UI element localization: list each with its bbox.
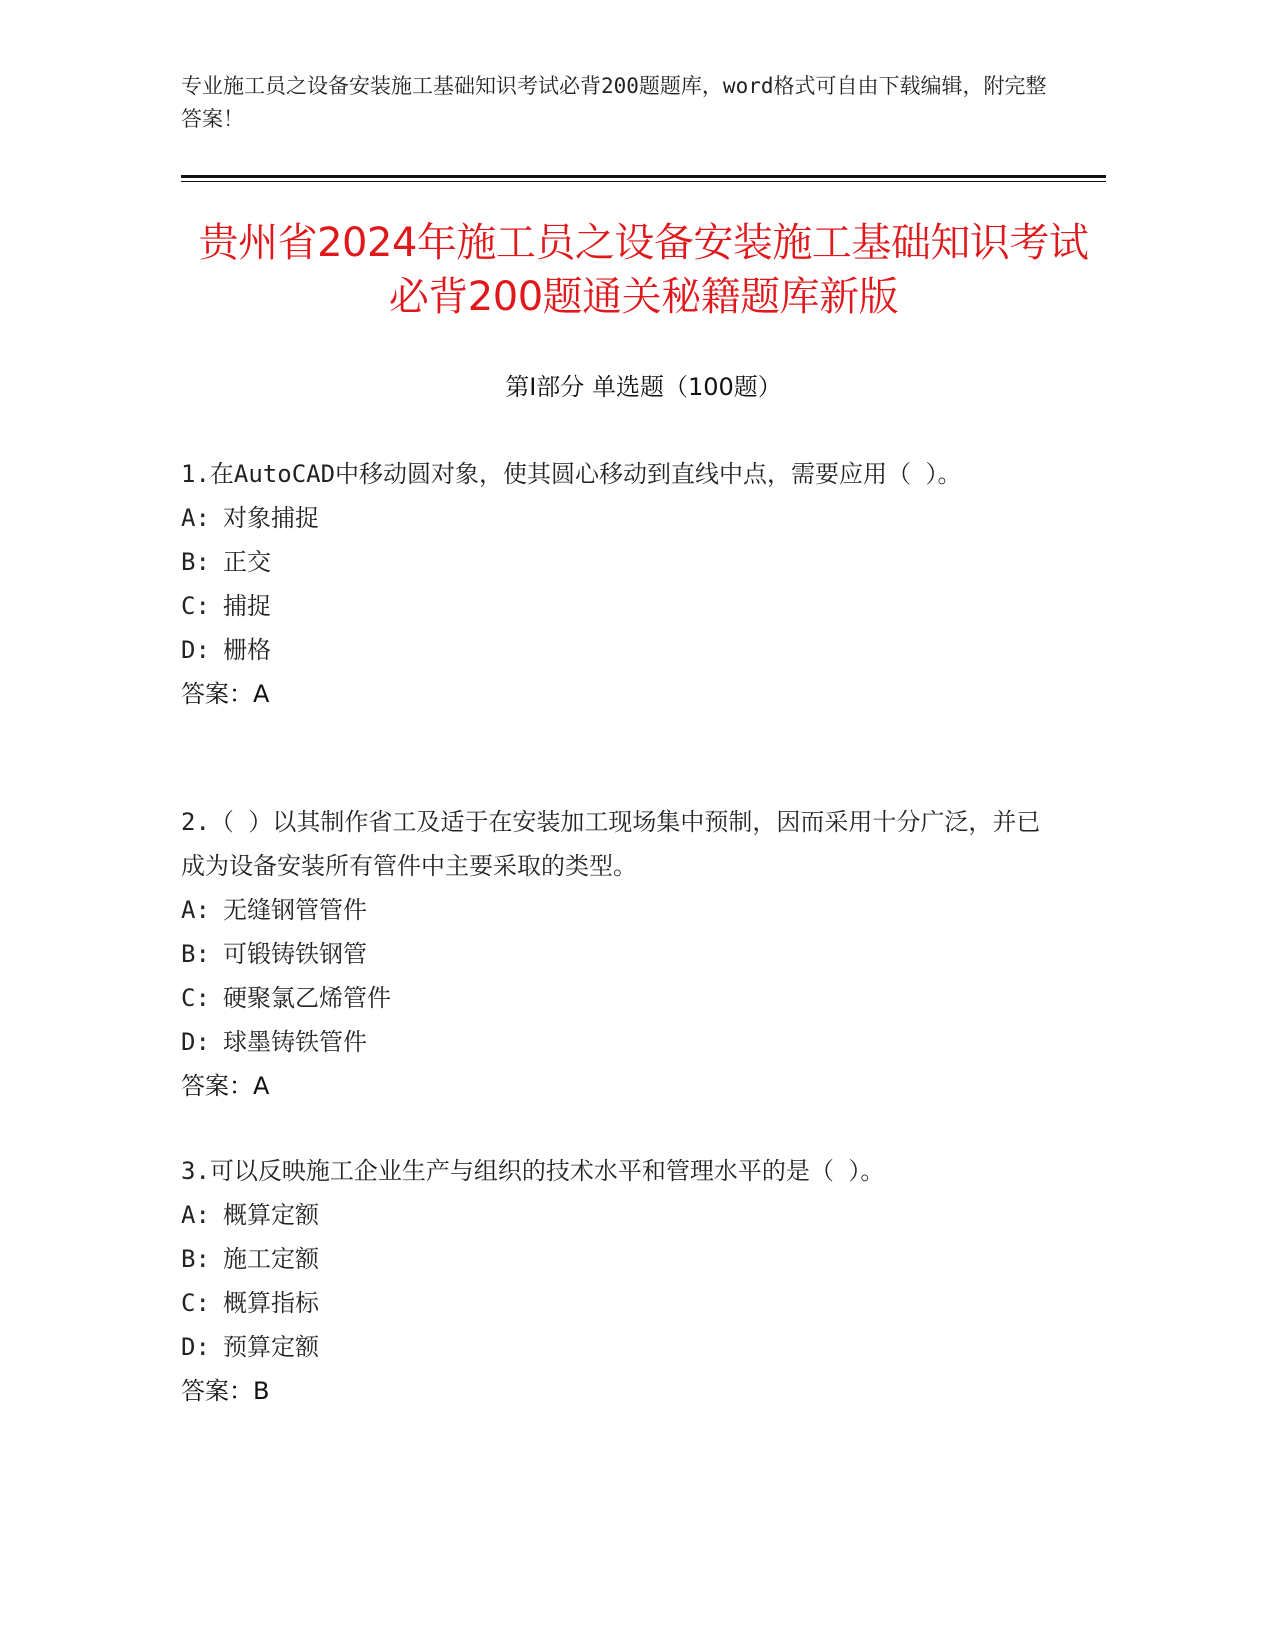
- option-b: [181, 932, 1041, 976]
- question-stem: 1.在AutoCAD中移动圆对象，使其圆心移动到直线中点，需要应用（ ）。: [181, 460, 962, 488]
- header-divider-thick: [181, 175, 1106, 178]
- option-text: 对象捕捉: [223, 504, 319, 532]
- option-key: A:: [181, 1201, 210, 1229]
- document-title: 贵州省2024年施工员之设备安装施工基础知识考试必背200题通关秘籍题库新版: [198, 220, 1089, 320]
- question-stem: 3.可以反映施工企业生产与组织的技术水平和管理水平的是（ ）。: [181, 1157, 885, 1185]
- option-text: 概算定额: [223, 1201, 319, 1229]
- answer-line: 答案：A: [181, 1072, 270, 1100]
- option-key: D:: [181, 1028, 210, 1056]
- option-text: 捕捉: [223, 592, 271, 620]
- option-d: [181, 628, 1041, 672]
- option-c: [181, 976, 1041, 1020]
- question-block: [181, 452, 1041, 716]
- option-text: 预算定额: [223, 1333, 319, 1361]
- option-key: A:: [181, 896, 210, 924]
- option-d: [181, 1325, 1041, 1369]
- option-d: [181, 1020, 1041, 1064]
- option-a: [181, 496, 1041, 540]
- option-text: 施工定额: [223, 1245, 319, 1273]
- option-key: A:: [181, 504, 210, 532]
- option-a: [181, 1193, 1041, 1237]
- option-key: C:: [181, 984, 210, 1012]
- question-stem: 2.（ ）以其制作省工及适于在安装加工现场集中预制，因而采用十分广泛，并已成为设备安装所有管件中主要采取的类型。: [181, 808, 1041, 880]
- option-c: [181, 584, 1041, 628]
- option-b: [181, 540, 1041, 584]
- answer-line: 答案：A: [181, 680, 270, 708]
- section-heading: 第Ⅰ部分 单选题（100题）: [505, 373, 782, 401]
- question-block: [181, 800, 1041, 1108]
- option-text: 无缝钢管管件: [223, 896, 367, 924]
- option-text: 栅格: [223, 636, 271, 664]
- option-key: D:: [181, 1333, 210, 1361]
- option-key: B:: [181, 940, 210, 968]
- option-text: 概算指标: [223, 1289, 319, 1317]
- header-divider-thin: [181, 181, 1106, 182]
- option-c: [181, 1281, 1041, 1325]
- option-text: 可锻铸铁钢管: [223, 940, 367, 968]
- option-a: [181, 888, 1041, 932]
- header-note: 专业施工员之设备安装施工基础知识考试必背200题题库，word格式可自由下载编辑，附完整答案！: [181, 74, 1047, 131]
- option-text: 球墨铸铁管件: [223, 1028, 367, 1056]
- option-key: B:: [181, 1245, 210, 1273]
- option-text: 硬聚氯乙烯管件: [223, 984, 391, 1012]
- option-b: [181, 1237, 1041, 1281]
- question-block: [181, 1149, 1041, 1413]
- option-key: C:: [181, 1289, 210, 1317]
- option-key: D:: [181, 636, 210, 664]
- option-key: B:: [181, 548, 210, 576]
- option-key: C:: [181, 592, 210, 620]
- option-text: 正交: [223, 548, 271, 576]
- answer-line: 答案：B: [181, 1377, 270, 1405]
